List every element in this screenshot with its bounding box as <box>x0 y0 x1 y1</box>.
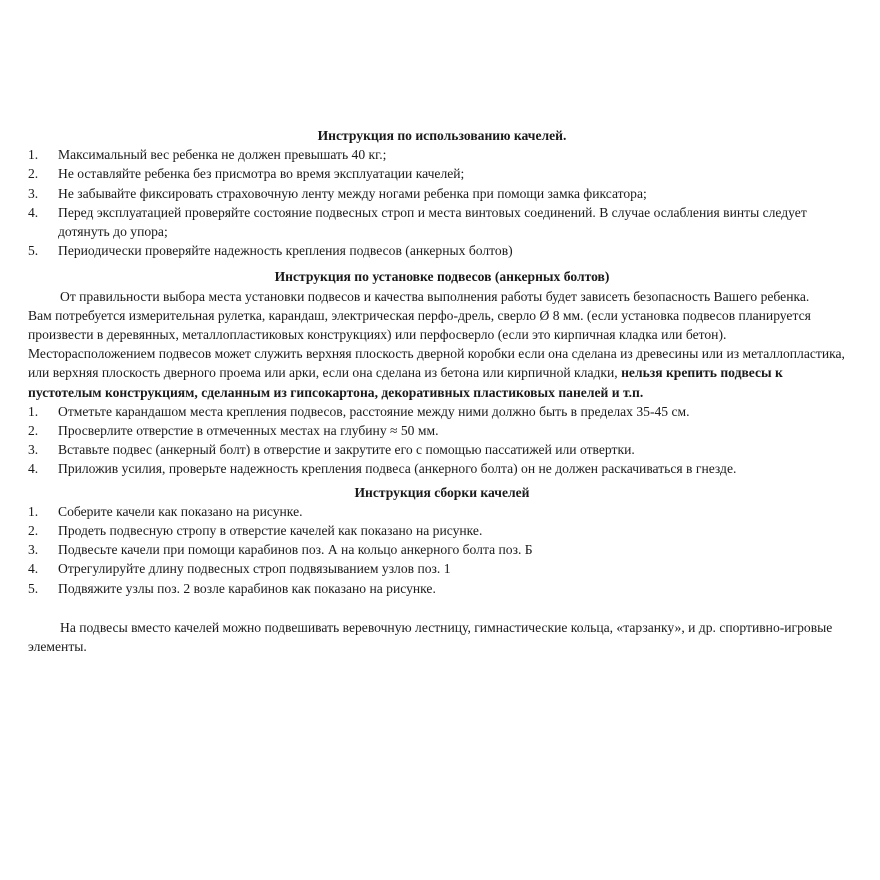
instruction-document <box>28 126 856 656</box>
item-number: 4. <box>28 204 39 220</box>
item-number: 1. <box>28 403 39 419</box>
assembly-steps-list <box>28 502 856 598</box>
list-item <box>28 164 856 183</box>
installation-body-text: Вам потребуется измерительная рулетка, карандаш, электрическая перфо-дрель, сверло Ø 8 мм. (если установка подвесов планируется произвести в деревянных, металлопластиковых конструкциях) или перфосверло (если это кирпичная кладка или бетон). Месторасположением подвесов может служить верхняя плоскость дверной коробки если она сделана из древесины или из металлопластика, или верхняя плоскость дверного проема или арки, если она сделана из бетона или кирпичной кладки, <box>28 307 845 381</box>
list-item <box>28 540 856 559</box>
item-number: 3. <box>28 442 39 458</box>
list-item <box>28 440 856 459</box>
item-number: 1. <box>28 147 39 163</box>
item-number: 5. <box>28 580 39 596</box>
installation-instructions-title: Инструкция по установке подвесов (анкерных болтов) <box>274 269 610 285</box>
list-item <box>28 402 856 421</box>
item-text: Вставьте подвес (анкерный болт) в отверстие и закрутите его с помощью пассатижей или отвертки. <box>58 442 635 458</box>
list-item <box>28 184 856 203</box>
installation-warning: нельзя крепить подвесы к пустотелым конструкциям, сделанным из гипсокартона, декоративных пластиковых панелей и т.п. <box>28 365 783 400</box>
item-text: Не оставляйте ребенка без присмотра во время эксплуатации качелей; <box>58 166 465 182</box>
item-text: Отметьте карандашом места крепления подвесов, расстояние между ними должно быть в пределах 35-45 см. <box>58 403 690 419</box>
item-text: Продеть подвесную стропу в отверстие качелей как показано на рисунке. <box>58 523 483 539</box>
item-number: 4. <box>28 561 39 577</box>
list-item <box>28 502 856 521</box>
item-text: Подвесьте качели при помощи карабинов поз. А на кольцо анкерного болта поз. Б <box>58 542 533 558</box>
usage-instructions-title: Инструкция по использованию качелей. <box>317 128 567 143</box>
usage-instructions-list <box>28 145 856 260</box>
list-item <box>28 459 856 478</box>
installation-body <box>28 306 856 402</box>
item-text: Максимальный вес ребенка не должен превышать 40 кг.; <box>58 147 387 163</box>
list-item <box>28 521 856 540</box>
item-text: Просверлите отверстие в отмеченных местах на глубину ≈ 50 мм. <box>58 423 439 439</box>
item-number: 2. <box>28 166 39 182</box>
list-item <box>28 241 856 260</box>
footer-note: На подвесы вместо качелей можно подвешивать веревочную лестницу, гимнастические кольца, «тарзанку», и др. спортивно-игровые элементы. <box>28 619 833 655</box>
item-text: Перед эксплуатацией проверяйте состояние подвесных строп и места винтовых соединений. В случае ослабления винты следует дотянуть до упора; <box>58 204 807 240</box>
item-number: 3. <box>28 185 39 201</box>
item-text: Подвяжите узлы поз. 2 возле карабинов как показано на рисунке. <box>58 580 436 596</box>
item-number: 4. <box>28 461 39 477</box>
item-text: Периодически проверяйте надежность крепления подвесов (анкерных болтов) <box>58 243 513 259</box>
item-number: 1. <box>28 503 39 519</box>
item-number: 5. <box>28 243 39 259</box>
item-text: Соберите качели как показано на рисунке. <box>58 503 303 519</box>
item-text: Приложив усилия, проверьте надежность крепления подвеса (анкерного болта) он не должен раскачиваться в гнезде. <box>58 461 737 477</box>
installation-intro: От правильности выбора места установки подвесов и качества выполнения работы будет зависеть безопасность Вашего ребенка. <box>60 288 810 304</box>
list-item <box>28 579 856 598</box>
item-text: Не забывайте фиксировать страховочную ленту между ногами ребенка при помощи замка фиксатора; <box>58 185 647 201</box>
item-number: 3. <box>28 542 39 558</box>
list-item <box>28 559 856 578</box>
assembly-instructions-title: Инструкция сборки качелей <box>354 484 530 500</box>
list-item <box>28 203 856 241</box>
list-item <box>28 421 856 440</box>
installation-steps-list <box>28 402 856 479</box>
item-number: 2. <box>28 523 39 539</box>
item-text: Отрегулируйте длину подвесных строп подвязыванием узлов поз. 1 <box>58 561 451 577</box>
item-number: 2. <box>28 423 39 439</box>
list-item <box>28 145 856 164</box>
